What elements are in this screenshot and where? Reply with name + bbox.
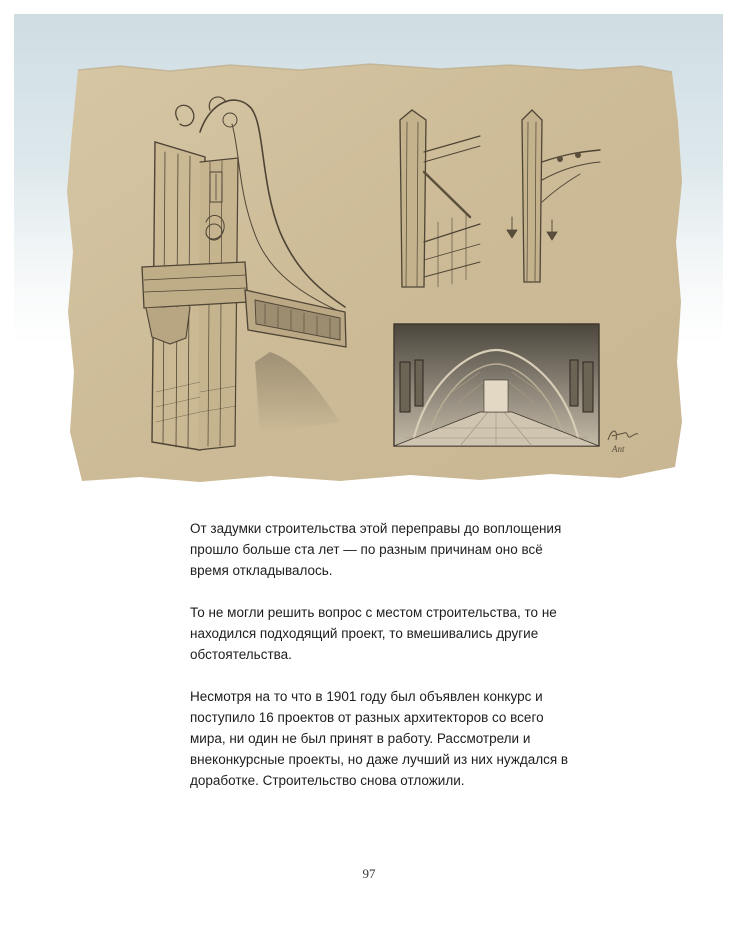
- body-text: [190, 518, 570, 812]
- page-number: 97: [362, 866, 376, 881]
- tunnel-perspective-sketch: [394, 324, 599, 446]
- signature-text: Ant: [612, 444, 625, 454]
- sketch-illustration: [60, 62, 685, 487]
- paragraph-2: То не могли решить вопрос с местом строительства, то не находился подходящий проект, то вмешивались другие обстоятельства.: [190, 605, 557, 662]
- paragraph-3: Несмотря на то что в 1901 году был объявлен конкурс и поступило 16 проектов от разных архитекторов со всего мира, ни один не был принят в работу. Рассмотрели и внеконкурсные проекты, но даже лучший из них нуждался в доработке. Строительство снова отложили.: [190, 689, 569, 788]
- paragraph-1: От задумки строительства этой переправы до воплощения прошло больше ста лет — по разным причинам оно всё время откладывалось.: [190, 521, 562, 578]
